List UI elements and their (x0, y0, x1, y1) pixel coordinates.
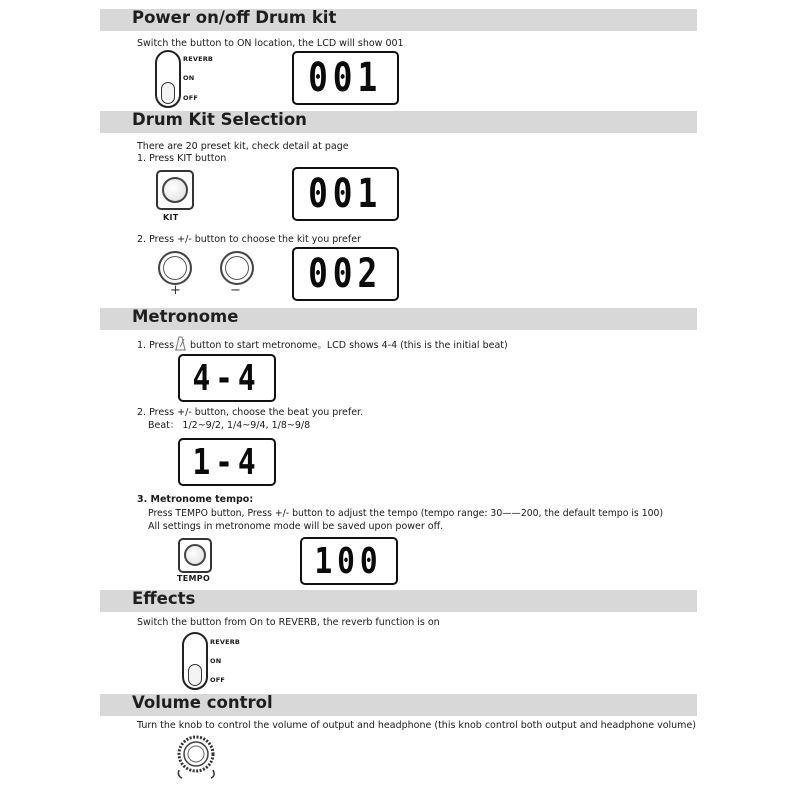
lcd-value: 1-4 (192, 441, 262, 483)
plus-icon: + (170, 283, 181, 298)
lcd-value: 100 (314, 540, 384, 582)
section-title: Effects (132, 589, 196, 608)
lcd-value: 001 (308, 55, 383, 101)
reverb-switch[interactable] (182, 632, 208, 690)
switch-label-off: OFF (210, 676, 226, 684)
metronome-step-2: 2. Press +/- button, choose the beat you prefer. (137, 407, 364, 418)
power-switch[interactable] (155, 50, 181, 108)
metronome-beat-range: Beat： 1/2~9/2, 1/4~9/4, 1/8~9/8 (148, 420, 311, 431)
lcd-value: 002 (308, 251, 383, 297)
section-header-metronome (100, 308, 697, 330)
tempo-button[interactable] (178, 538, 212, 573)
effects-instruction: Switch the button from On to REVERB, the reverb function is on (137, 617, 440, 628)
lcd-display (292, 167, 399, 221)
switch-label-reverb: REVERB (210, 638, 241, 646)
lcd-display (292, 247, 399, 301)
kit-button-label: KIT (163, 213, 179, 222)
volume-knob-icon[interactable] (176, 732, 222, 780)
kit-button-cap (162, 177, 188, 203)
metronome-icon (173, 335, 187, 351)
section-title: Power on/off Drum kit (132, 8, 337, 27)
tempo-button-label: TEMPO (177, 574, 211, 583)
switch-knob (188, 664, 202, 686)
kit-intro: There are 20 preset kit, check detail at page (137, 141, 349, 152)
section-title: Volume control (132, 693, 273, 712)
section-header-effects (100, 590, 697, 612)
section-title: Drum Kit Selection (132, 110, 307, 129)
metronome-step-3-line-2: All settings in metronome mode will be saved upon power off. (148, 521, 444, 532)
switch-label-reverb: REVERB (183, 55, 214, 63)
plus-button[interactable] (158, 251, 192, 285)
lcd-display (300, 537, 398, 585)
section-header-kit (100, 111, 697, 133)
section-title: Metronome (132, 307, 239, 326)
metronome-step-3-title: 3. Metronome tempo: (137, 494, 254, 505)
tempo-button-cap (184, 544, 206, 566)
lcd-value: 4-4 (192, 357, 262, 399)
switch-label-on: ON (183, 74, 195, 82)
switch-knob (161, 82, 175, 104)
lcd-display (292, 51, 399, 105)
lcd-display (178, 438, 276, 486)
volume-instruction: Turn the knob to control the volume of output and headphone (this knob control both output and headphone volume) (137, 720, 696, 731)
metronome-step-3-line-1: Press TEMPO button, Press +/- button to adjust the tempo (tempo range: 30——200, the default tempo is 100) (148, 508, 664, 519)
kit-step-2: 2. Press +/- button to choose the kit you prefer (137, 234, 361, 245)
metronome-step-1-start: 1. Press (137, 340, 175, 351)
power-instruction: Switch the button to ON location, the LCD will show 001 (137, 38, 404, 49)
kit-step-1: 1. Press KIT button (137, 153, 227, 164)
kit-button[interactable] (156, 170, 194, 210)
minus-button[interactable] (220, 251, 254, 285)
lcd-value: 001 (308, 171, 383, 217)
switch-label-on: ON (210, 657, 222, 665)
lcd-display (178, 354, 276, 402)
section-header-volume (100, 694, 697, 716)
switch-label-off: OFF (183, 94, 199, 102)
metronome-step-1-end: button to start metronome。LCD shows 4-4 (this is the initial beat) (190, 340, 508, 351)
section-header-power (100, 9, 697, 31)
minus-icon: − (230, 283, 241, 298)
